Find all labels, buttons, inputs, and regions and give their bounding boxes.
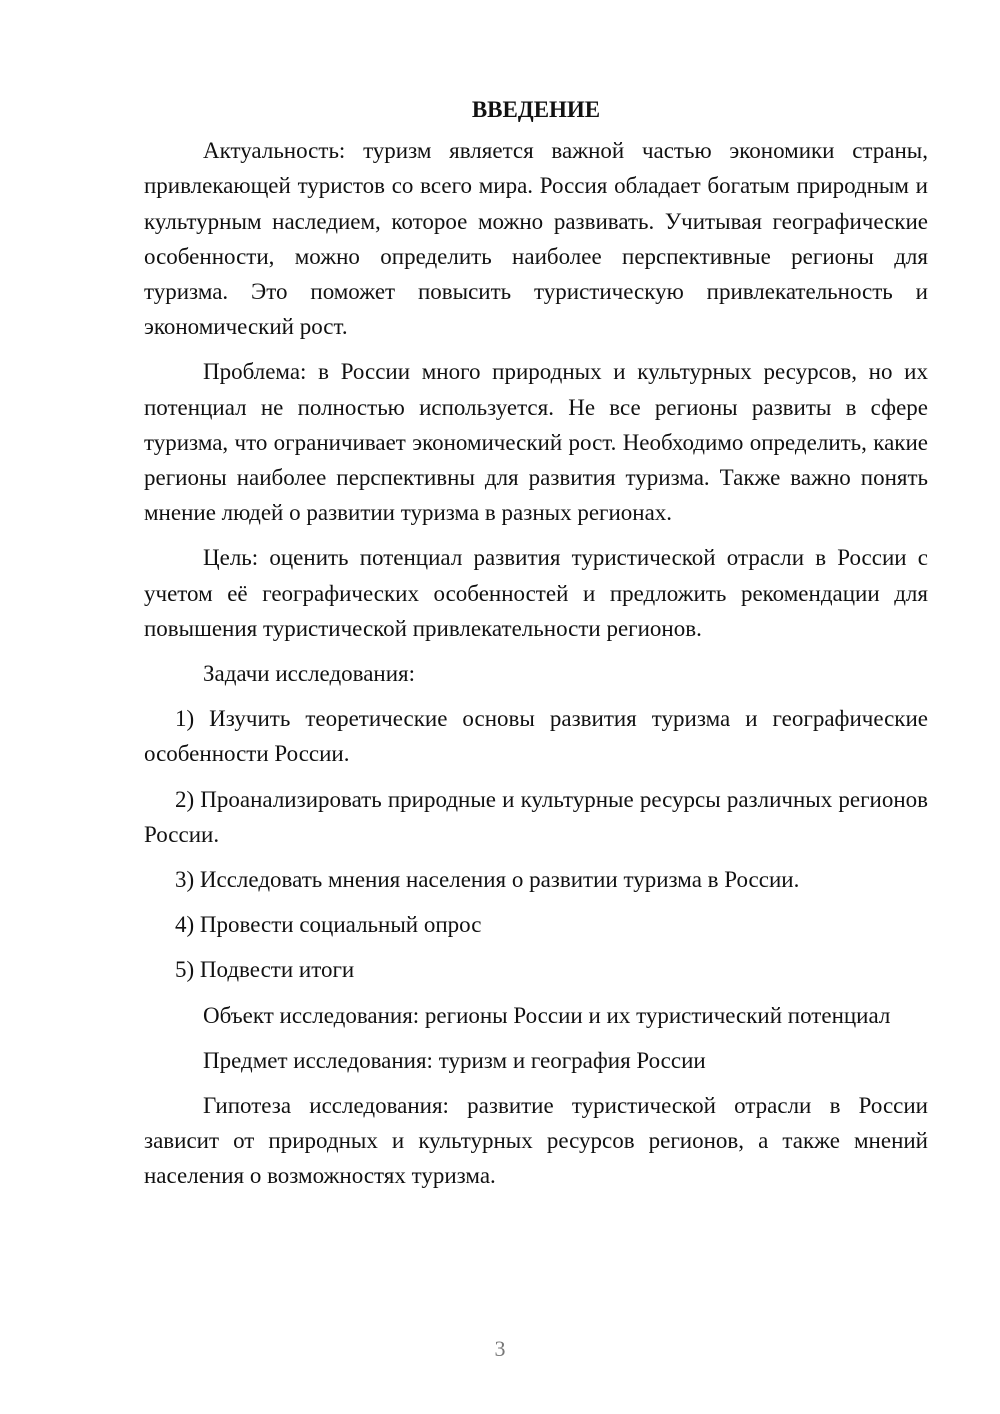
tasks-heading: Задачи исследования:	[203, 661, 416, 687]
task-item-5: 5) Подвести итоги	[175, 957, 355, 983]
task-item-3: 3) Исследовать мнения населения о развитии туризма в России.	[175, 867, 800, 893]
object-paragraph: Объект исследования: регионы России и их туристический потенциал	[203, 1002, 891, 1028]
problem-paragraph: Проблема: в России много природных и культурных ресурсов, но их потенциал не полностью используется. Не все регионы развиты в сфере туризма, что ограничивает экономический рост. Необходимо определить, какие регионы наиболее перспективны для развития туризма. Также важно понять мнение людей о развитии туризма в разных регионах.	[144, 359, 928, 526]
task-item-1: 1) Изучить теоретические основы развития туризма и географические особенности России.	[144, 706, 928, 767]
subject-paragraph: Предмет исследования: туризм и география России	[203, 1047, 706, 1073]
section-title: ВВЕДЕНИЕ	[471, 97, 601, 122]
relevance-paragraph: Актуальность: туризм является важной частью экономики страны, привлекающей туристов со всего мира. Россия обладает богатым природным и культурным наследием, которое можно развивать. Учитывая географические особенности, можно определить наиболее перспективные регионы для туризма. Это поможет повысить туристическую привлекательность и экономический рост.	[144, 138, 928, 340]
goal-paragraph: Цель: оценить потенциал развития туристической отрасли в России с учетом её географических особенностей и предложить рекомендации для повышения туристической привлекательности регионов.	[144, 545, 928, 641]
document-page	[144, 92, 928, 1204]
hypothesis-paragraph: Гипотеза исследования: развитие туристической отрасли в России зависит от природных и культурных ресурсов регионов, а также мнений населения о возможностях туризма.	[144, 1093, 928, 1189]
page-number: 3	[494, 1336, 506, 1361]
task-item-2: 2) Проанализировать природные и культурные ресурсы различных регионов России.	[144, 786, 928, 847]
task-item-4: 4) Провести социальный опрос	[175, 912, 482, 938]
